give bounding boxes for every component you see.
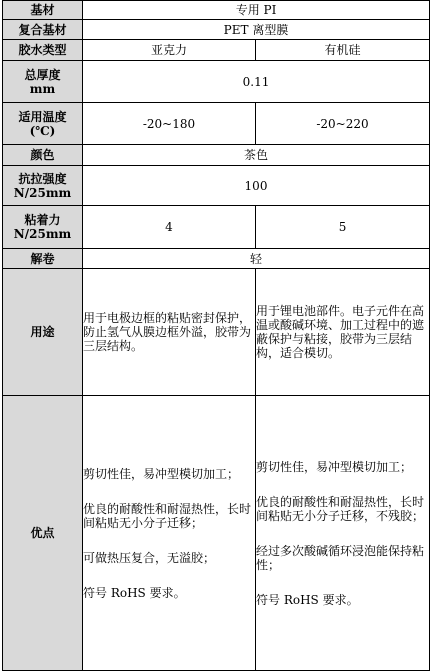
row-label-adhesive-type: 胶水类型 (3, 40, 83, 61)
row-label-substrate: 基材 (3, 1, 83, 20)
row-label-tensile-strength (3, 166, 83, 206)
label-line: N/25mm (13, 185, 72, 200)
label-line: (℃) (29, 123, 56, 138)
adhesive-type-left: 亚克力 (83, 40, 256, 61)
table-row (3, 396, 430, 671)
row-label-color: 颜色 (3, 145, 83, 166)
composite-substrate-value: PET 离型膜 (83, 20, 430, 40)
adhesion-right: 5 (256, 206, 430, 249)
label-line: N/25mm (13, 227, 72, 241)
table-row (3, 145, 430, 166)
table-row (3, 249, 430, 269)
spec-table (2, 0, 430, 671)
advantages-left (83, 396, 256, 671)
table-row (3, 40, 430, 61)
usage-left: 用于电极边框的粘贴密封保护，防止氢气从膜边框外溢，胶带为三层结构。 (83, 269, 256, 396)
table-row (3, 103, 430, 145)
advantage-item: 经过多次酸碱循环浸泡能保持粘性； (256, 543, 425, 572)
advantage-item: 剪切性佳，易冲型模切加工； (256, 459, 413, 474)
label-line: mm (29, 81, 56, 96)
label-line: 适用温度 (18, 109, 67, 124)
label-line: 抗拉强度 (18, 171, 67, 186)
adhesion-left: 4 (83, 206, 256, 249)
table-row (3, 1, 430, 20)
advantage-item: 符号 RoHS 要求。 (83, 585, 186, 600)
row-label-usage: 用途 (3, 269, 83, 396)
substrate-value: 专用 PI (83, 1, 430, 20)
color-value: 茶色 (83, 145, 430, 166)
label-line: 总厚度 (24, 67, 61, 82)
row-label-adhesion (3, 206, 83, 249)
tensile-strength-value: 100 (83, 166, 430, 206)
advantage-item: 优良的耐酸性和耐湿热性，长时间粘贴无小分子迁移； (83, 501, 252, 530)
total-thickness-value: 0.11 (83, 61, 430, 103)
advantages-right (256, 396, 430, 671)
label-line: 粘着力 (24, 213, 61, 227)
advantage-item: 符号 RoHS 要求。 (256, 592, 359, 607)
usage-right: 用于锂电池部件。电子元件在高温或酸碱环境、加工过程中的遮蔽保护与粘接，胶带为三层结构，适合模切。 (256, 269, 430, 396)
table-row (3, 61, 430, 103)
table-row (3, 269, 430, 396)
row-label-advantages: 优点 (3, 396, 83, 671)
table-row (3, 206, 430, 249)
row-label-composite-substrate: 复合基材 (3, 20, 83, 40)
table-row (3, 166, 430, 206)
unwind-value: 轻 (83, 249, 430, 269)
row-label-total-thickness (3, 61, 83, 103)
table-row (3, 20, 430, 40)
row-label-unwind: 解卷 (3, 249, 83, 269)
advantage-item: 可做热压复合，无溢胶； (83, 550, 216, 565)
row-label-temperature (3, 103, 83, 145)
temperature-left: -20~180 (83, 103, 256, 145)
temperature-right: -20~220 (256, 103, 430, 145)
advantage-item: 优良的耐酸性和耐湿热性，长时间粘贴无小分子迁移，不残胶； (256, 494, 425, 523)
adhesive-type-right: 有机硅 (256, 40, 430, 61)
advantage-item: 剪切性佳，易冲型模切加工； (83, 466, 240, 481)
